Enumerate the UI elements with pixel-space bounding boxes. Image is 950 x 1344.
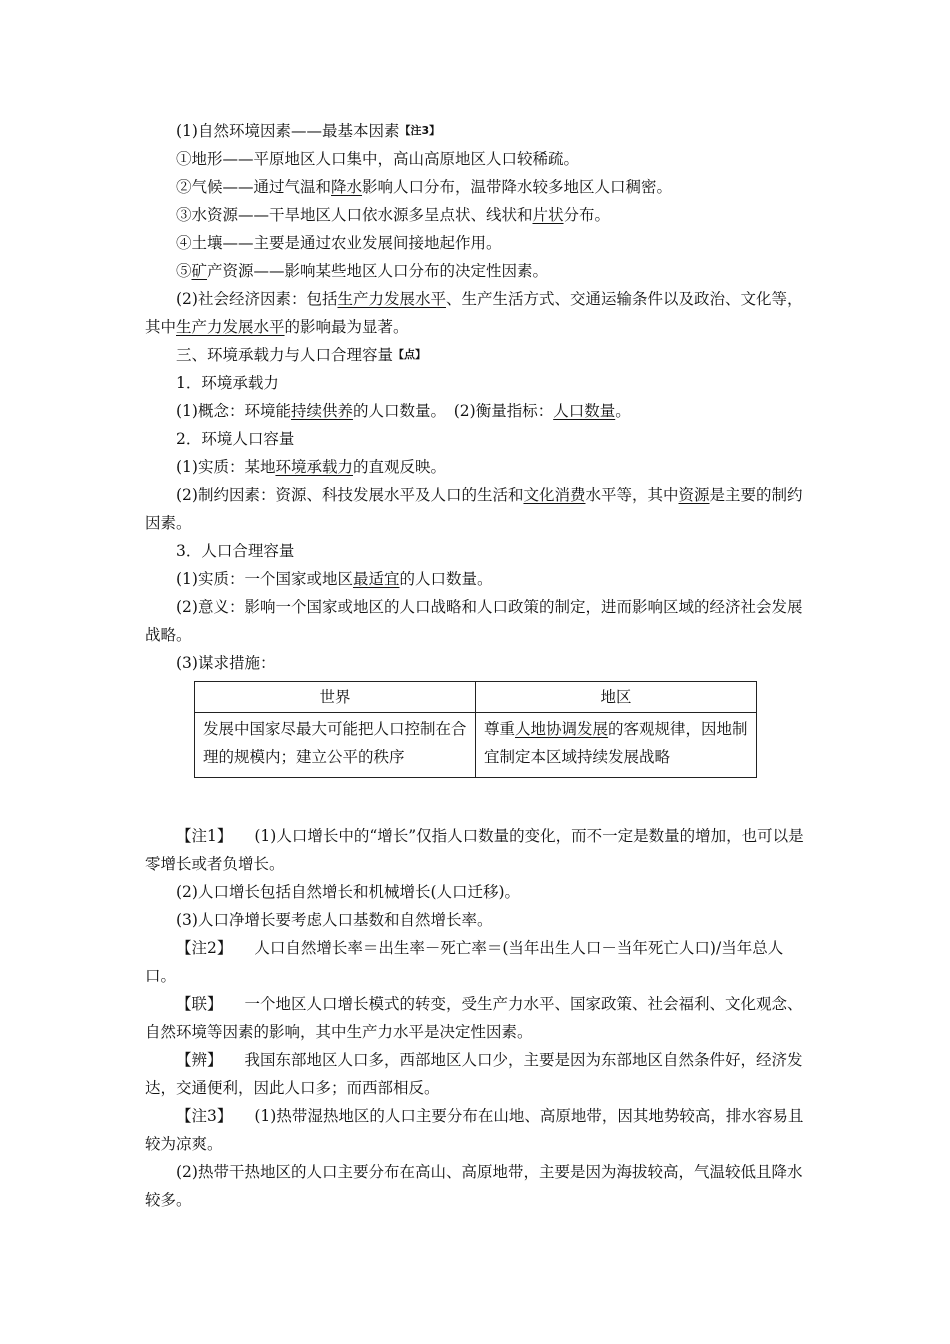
note-label: 【注2】 <box>176 939 233 957</box>
mineral-item: ⑤矿产资源——影响某些地区人口分布的决定性因素。 <box>176 262 549 280</box>
note-label: 【联】 <box>176 995 223 1013</box>
point-tag: 【点】 <box>393 348 427 361</box>
env-capacity-title: 2．环境人口容量 <box>176 430 295 448</box>
soil-item: ④土壤——主要是通过农业发展间接地起作用。 <box>176 234 502 252</box>
note2: 【注2】 人口自然增长率＝出生率－死亡率＝(当年出生人口－当年死亡人口)/当年总人口。 <box>145 939 784 985</box>
note-label: 【注1】 <box>176 827 233 845</box>
climate-item: ②气候——通过气温和降水影响人口分布，温带降水较多地区人口稠密。 <box>176 178 673 196</box>
capacity-line: (1)概念：环境能持续供养的人口数量。 (2)衡量指标：人口数量。 <box>176 402 631 420</box>
terrain-item: ①地形——平原地区人口集中，高山高原地区人口较稀疏。 <box>176 150 580 168</box>
capacity-title: 1．环境承载力 <box>176 374 279 392</box>
measures-line: (3)谋求措施： <box>176 654 276 672</box>
note3-item2: (2)热带干热地区的人口主要分布在高山、高原地带，主要是因为海拔较高，气温较低且降水较多。 <box>145 1163 803 1209</box>
world-measures-cell: 发展中国家尽最大可能把人口控制在合理的规模内；建立公平的秩序 <box>195 713 476 778</box>
note1-item3: (3)人口净增长要考虑人口基数和自然增长率。 <box>176 911 493 929</box>
note1-item2: (2)人口增长包括自然增长和机械增长(人口迁移)。 <box>176 883 521 901</box>
reasonable-capacity-title: 3．人口合理容量 <box>176 542 295 560</box>
env-essence-line: (1)实质：某地环境承载力的直观反映。 <box>176 458 446 476</box>
measures-table <box>194 681 757 778</box>
reasonable-essence-line: (1)实质：一个国家或地区最适宜的人口数量。 <box>176 570 493 588</box>
notes-section <box>145 822 810 1214</box>
region-measures-cell: 尊重人地协调发展的客观规律，因地制宜制定本区域持续发展战略 <box>476 713 757 778</box>
note3: 【注3】 (1)热带湿热地区的人口主要分布在山地、高原地带，因其地势较高，排水容易且较为凉爽。 <box>145 1107 804 1153</box>
significance-line: (2)意义：影响一个国家或地区的人口战略和人口政策的制定，进而影响区域的经济社会发展战略。 <box>145 598 803 644</box>
note-tag: 【注3】 <box>399 124 441 137</box>
note-label: 【辨】 <box>176 1051 223 1069</box>
note1: 【注1】 (1)人口增长中的“增长”仅指人口数量的变化，而不一定是数量的增加，也可以是零增长或者负增长。 <box>145 827 804 873</box>
link-note: 【联】 一个地区人口增长模式的转变，受生产力水平、国家政策、社会福利、文化观念、自然环境等因素的影响，其中生产力水平是决定性因素。 <box>145 995 803 1041</box>
water-item: ③水资源——干旱地区人口依水源多呈点状、线状和片状分布。 <box>176 206 611 224</box>
table-header-world: 世界 <box>195 682 476 713</box>
distinguish-note: 【辨】 我国东部地区人口多，西部地区人口少，主要是因为东部地区自然条件好，经济发达，交通便利，因此人口多；而西部相反。 <box>145 1051 803 1097</box>
env-constraints-line: (2)制约因素：资源、科技发展水平及人口的生活和文化消费水平等，其中资源是主要的制约因素。 <box>145 486 803 532</box>
natural-factors-heading: (1)自然环境因素——最基本因素【注3】 <box>176 122 441 140</box>
section3-heading: 三、环境承载力与人口合理容量【点】 <box>176 346 427 364</box>
social-factors-paragraph: (2)社会经济因素：包括生产力发展水平、生产生活方式、交通运输条件以及政治、文化等，其中生产力发展水平的影响最为显著。 <box>145 290 803 336</box>
document-page <box>145 117 810 1214</box>
note-label: 【注3】 <box>176 1107 233 1125</box>
table-header-region: 地区 <box>476 682 757 713</box>
